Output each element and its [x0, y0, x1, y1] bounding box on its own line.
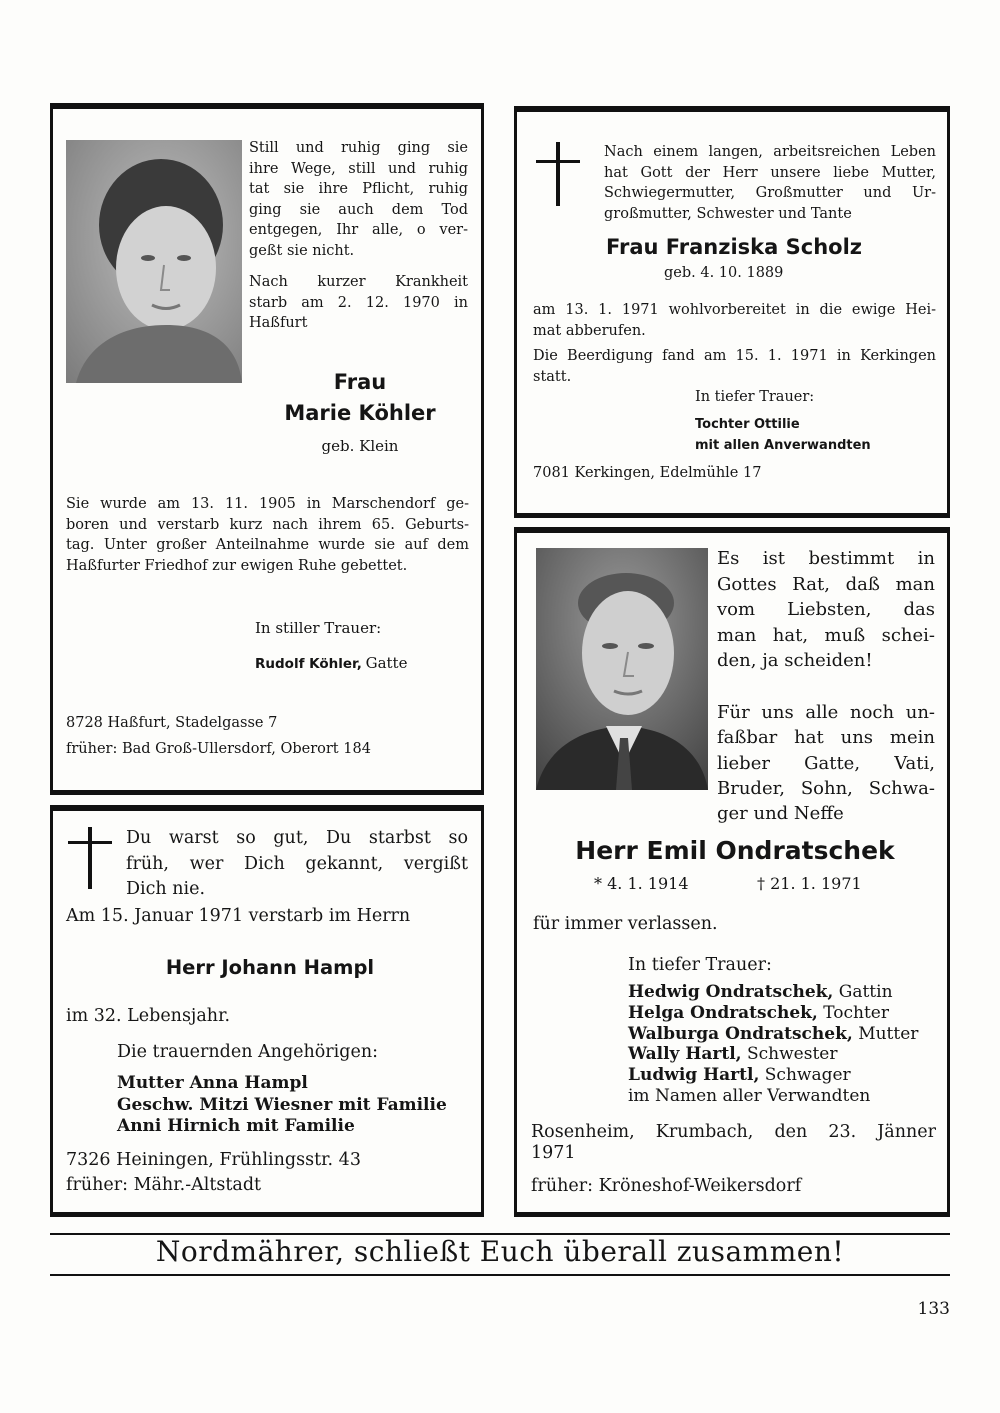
funeral-scholz	[533, 346, 936, 387]
poem-line: entgegen, Ihr alle, o ver-	[249, 222, 468, 239]
poem-line: Gottes Rat, daß man	[717, 573, 935, 595]
poem-line: man hat, muß schei-	[717, 624, 935, 646]
born-ondratschek: * 4. 1. 1914	[594, 874, 689, 893]
poem-hampl	[126, 826, 468, 903]
intro-line: großmutter, Schwester und Tante	[604, 205, 852, 222]
mourner-line: Mutter Anna Hampl	[117, 1073, 308, 1093]
address-scholz: 7081 Kerkingen, Edelmühle 17	[533, 465, 762, 481]
bio-line: Haßfurter Friedhof zur ewigen Ruhe gebettet.	[66, 557, 408, 574]
mourner-role: Tochter	[823, 1002, 889, 1023]
mourner-role: Gattin	[838, 982, 893, 1002]
text-line: lieber Gatte, Vati,	[717, 752, 935, 774]
poem-line: geßt sie nicht.	[249, 242, 355, 259]
text-line: faßbar hat uns mein	[717, 727, 935, 749]
slogan: Nordmährer, schließt Euch überall zusammen!	[155, 1235, 845, 1268]
mourners-hampl	[117, 1073, 447, 1138]
address-koehler: 8728 Haßfurt, Stadelgasse 7	[66, 715, 278, 731]
mourner-name: Hedwig Ondratschek,	[628, 982, 834, 1002]
death-line: starb am 2. 12. 1970 in	[249, 294, 468, 311]
portrait-photo-koehler	[66, 140, 242, 383]
poem-line: Du warst so gut, Du starbst so	[126, 828, 468, 848]
text-line: ger und Neffe	[717, 803, 844, 825]
text-line: mat abberufen.	[533, 322, 646, 339]
place-line: Rosenheim, Krumbach, den 23. Jänner	[531, 1122, 936, 1142]
title-koehler: Frau	[333, 370, 387, 394]
bio-koehler	[66, 494, 469, 576]
name-scholz: Frau Franziska Scholz	[605, 235, 862, 259]
text-line: Für uns alle noch un-	[717, 702, 935, 723]
death-line: Nach kurzer Krankheit	[249, 274, 468, 290]
mourner-line	[628, 1044, 918, 1065]
mourner-line	[628, 982, 918, 1003]
death-notice-koehler	[249, 272, 468, 334]
poem-line: Es ist bestimmt in	[717, 548, 935, 569]
poem-line: vom Liebsten, das	[717, 599, 935, 620]
mourner-line	[628, 1065, 918, 1086]
page-number: 133	[917, 1299, 950, 1319]
mourner-name: Helga Ondratschek,	[628, 1002, 818, 1023]
name-ondratschek: Herr Emil Ondratschek	[575, 836, 895, 865]
born-scholz: geb. 4. 10. 1889	[664, 265, 784, 281]
intro-scholz	[604, 142, 936, 224]
mourner-line: Anni Hirnich mit Familie	[117, 1116, 355, 1136]
poem-ondratschek	[717, 546, 935, 674]
poem-line: tat sie ihre Pflicht, ruhig	[249, 181, 468, 198]
bio-line: Sie wurde am 13. 11. 1905 in Marschendorf ge-	[66, 496, 469, 512]
mourner-role: Schwager	[764, 1065, 851, 1086]
mourner-role: Gatte	[365, 654, 408, 672]
death-line: Haßfurt	[249, 315, 308, 332]
cross-icon	[536, 142, 580, 206]
intro-hampl: Am 15. Januar 1971 verstarb im Herrn	[66, 906, 411, 926]
mourning-label-scholz: In tiefer Trauer:	[695, 389, 815, 405]
bio-line: boren und verstarb kurz nach ihrem 65. Geburts-	[66, 516, 469, 533]
mourning-label-koehler: In stiller Trauer:	[255, 619, 382, 637]
bottom-rule	[50, 1274, 950, 1276]
mourner-role: Mutter	[858, 1023, 919, 1044]
text-scholz	[533, 300, 936, 341]
mourner-name: Wally Hartl,	[628, 1044, 742, 1065]
bio-line: tag. Unter großer Anteilnahme wurde sie auf dem	[66, 537, 469, 553]
mourners-scholz	[695, 414, 871, 456]
mourning-label-hampl: Die trauernden Angehörigen:	[117, 1042, 378, 1062]
mourner-name: Rudolf Köhler,	[255, 656, 362, 672]
cross-icon	[68, 827, 112, 889]
text-ondratschek	[717, 700, 935, 826]
left-ondratschek: für immer verlassen.	[533, 914, 718, 934]
place-line: 1971	[531, 1142, 576, 1163]
mourning-label-ondratschek: In tiefer Trauer:	[628, 955, 772, 975]
poem-line: Still und ruhig ging sie	[249, 140, 468, 156]
poem-line: ihre Wege, still und ruhig	[249, 160, 468, 177]
former-address-ondratschek: früher: Kröneshof-Weikersdorf	[531, 1176, 802, 1196]
funeral-line: statt.	[533, 368, 572, 385]
mourner-name: Walburga Ondratschek,	[628, 1023, 853, 1044]
mourner-line: Geschw. Mitzi Wiesner mit Familie	[117, 1094, 447, 1115]
mourner-name: Ludwig Hartl,	[628, 1065, 760, 1086]
place-date-ondratschek	[531, 1122, 936, 1163]
poem-line: den, ja scheiden!	[717, 650, 873, 671]
funeral-line: Die Beerdigung fand am 15. 1. 1971 in Kerkingen	[533, 348, 936, 364]
mourner-koehler	[255, 654, 407, 673]
poem-line: Dich nie.	[126, 879, 206, 899]
died-ondratschek: † 21. 1. 1971	[757, 874, 862, 893]
name-hampl: Herr Johann Hampl	[165, 956, 375, 979]
name-koehler: Marie Köhler	[284, 401, 436, 425]
mourner-line	[628, 1003, 918, 1024]
former-address-hampl: früher: Mähr.-Altstadt	[66, 1175, 262, 1195]
portrait-photo-ondratschek	[536, 548, 708, 790]
intro-line: hat Gott der Herr unsere liebe Mutter,	[604, 164, 936, 181]
address-hampl: 7326 Heiningen, Frühlingsstr. 43	[66, 1150, 361, 1170]
mourner-line: mit allen Anverwandten	[695, 438, 871, 453]
mourners-ondratschek	[628, 982, 918, 1107]
intro-line: Schwiegermutter, Großmutter und Ur-	[604, 185, 936, 201]
poem-koehler	[249, 138, 468, 262]
mourner-line	[628, 1024, 918, 1045]
relatives-line: im Namen aller Verwandten	[628, 1085, 871, 1106]
text-line: Bruder, Sohn, Schwa-	[717, 777, 935, 799]
former-address-koehler: früher: Bad Groß-Ullersdorf, Oberort 184	[66, 741, 371, 757]
age-hampl: im 32. Lebensjahr.	[66, 1006, 231, 1026]
mourner-role: Schwester	[747, 1044, 838, 1065]
born-koehler: geb. Klein	[321, 437, 399, 455]
mourner-line: Tochter Ottilie	[695, 417, 800, 432]
intro-line: Nach einem langen, arbeitsreichen Leben	[604, 144, 936, 160]
poem-line: ging sie auch dem Tod	[249, 201, 468, 218]
text-line: am 13. 1. 1971 wohlvorbereitet in die ewige Hei-	[533, 302, 936, 318]
poem-line: früh, wer Dich gekannt, vergißt	[126, 853, 468, 874]
